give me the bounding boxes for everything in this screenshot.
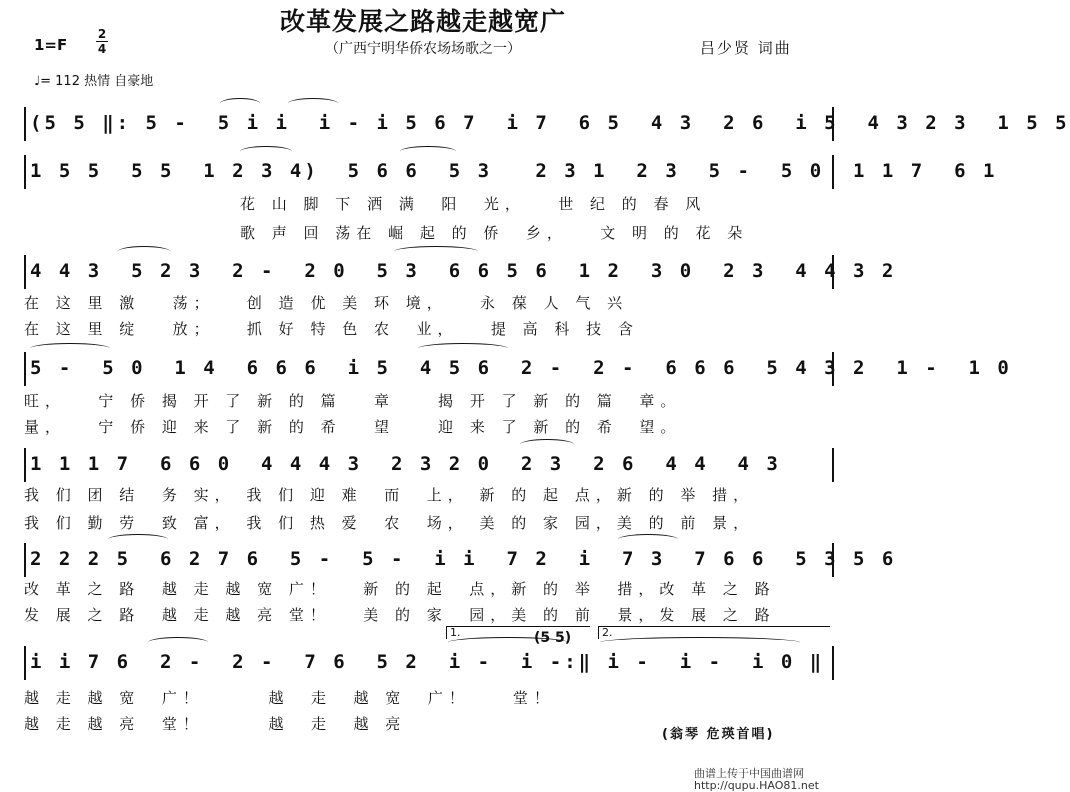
slur-1a: [220, 98, 260, 109]
lyric-row-3b: 在 这 里 绽 放； 抓 好 特 色 农 业， 提 高 科 技 含: [24, 320, 639, 338]
performer-credit: (翁琴 危瑛首唱): [662, 727, 775, 742]
notes-row-6: 2 2 2 5 6 2 7 6 5 - 5 - i i 7 2 i 7 3 7 6 6 5 3 5 6: [30, 548, 897, 570]
notes-row-5: 1 1 1 7 6 6 0 4 4 4 3 2 3 2 0 2 3 2 6 4 4 4 3: [30, 453, 781, 475]
time-bottom: 4: [97, 42, 107, 56]
slur-4a: [30, 343, 110, 354]
slur-3b: [394, 246, 478, 257]
watermark-text: 曲谱上传于中国曲谱网 http://qupu.HAO81.net: [694, 767, 819, 792]
lyric-row-2b: 歌 声 回 荡在 崛 起 的 侨 乡， 文 明 的 花 朵: [240, 224, 749, 242]
lyric-row-4a: 旺， 宁 侨 揭 开 了 新 的 篇 章 揭 开 了 新 的 篇 章。: [24, 392, 682, 410]
slur-6a: [108, 534, 168, 545]
slur-1b: [288, 98, 338, 109]
lyric-row-7b: 越 走 越 亮 堂！ 越 走 越 亮: [24, 715, 407, 733]
volta-first-label: 1.: [450, 626, 461, 639]
lyric-row-6a: 改 革 之 路 越 走 越 宽 广！ 新 的 起 点，新 的 举 措，改 革 之 路: [24, 580, 776, 598]
lyric-row-2a: 花 山 脚 下 洒 满 阳 光， 世 纪 的 春 风: [240, 195, 707, 213]
time-top: 2: [97, 27, 107, 41]
slur-4b: [418, 343, 508, 354]
watermark: [694, 768, 819, 792]
notes-row-1: (5 5 ‖: 5 - 5 i i i - i 5 6 7 i 7 6 5 4 3 2 6 i 5 4 3 2 3 1 5 5: [30, 112, 1070, 134]
slur-3a: [118, 246, 170, 257]
song-subtitle: （广西宁明华侨农场场歌之一）: [325, 41, 521, 57]
tempo-marking: ♩= 112 热情 自豪地: [34, 74, 154, 89]
slur-5a: [520, 439, 574, 450]
slur-2b: [400, 146, 456, 157]
key-signature: 1=F: [34, 36, 68, 54]
notes-row-2: 1 5 5 5 5 1 2 3 4) 5 6 6 5 3 2 3 1 2 3 5 - 5 0 1 1 7 6 1: [30, 160, 998, 182]
lyric-row-6b: 发 展 之 路 越 走 越 亮 堂！ 美 的 家 园，美 的 前 景，发 展 之 路: [24, 606, 776, 624]
lyric-row-5b: 我 们 勤 劳 致 富， 我 们 热 爱 农 场， 美 的 家 园，美 的 前 景，: [24, 514, 755, 532]
notes-row-7: i i 7 6 2 - 2 - 7 6 5 2 i - i -:‖ i - i - i 0 ‖: [30, 651, 825, 673]
slur-7a: [148, 637, 208, 648]
song-title: 改革发展之路越走越宽广: [279, 7, 566, 36]
slur-7b: [448, 637, 568, 648]
volta-second-label: 2.: [602, 626, 613, 639]
notes-row-4: 5 - 5 0 1 4 6 6 6 i 5 4 5 6 2 - 2 - 6 6 6 5 4 3 2 1 - 1 0: [30, 357, 1012, 379]
lyric-row-7a: 越 走 越 宽 广！ 越 走 越 宽 广！ 堂！: [24, 689, 555, 707]
composer-credit: 吕少贤 词曲: [700, 39, 792, 57]
lyric-row-4b: 量， 宁 侨 迎 来 了 新 的 希 望 迎 来 了 新 的 希 望。: [24, 418, 682, 436]
slur-2a: [240, 146, 292, 157]
time-signature: [96, 28, 108, 55]
volta-first-note: (5 5): [534, 630, 572, 646]
lyric-row-5a: 我 们 团 结 务 实， 我 们 迎 难 而 上， 新 的 起 点，新 的 举 措，: [24, 486, 755, 504]
lyric-row-3a: 在 这 里 激 荡； 创 造 优 美 环 境， 永 葆 人 气 兴: [24, 294, 629, 312]
slur-6b: [618, 534, 678, 545]
slur-7c: [600, 637, 800, 648]
notes-row-3: 4 4 3 5 2 3 2 - 2 0 5 3 6 6 5 6 1 2 3 0 2 3 4 4 3 2: [30, 260, 897, 282]
